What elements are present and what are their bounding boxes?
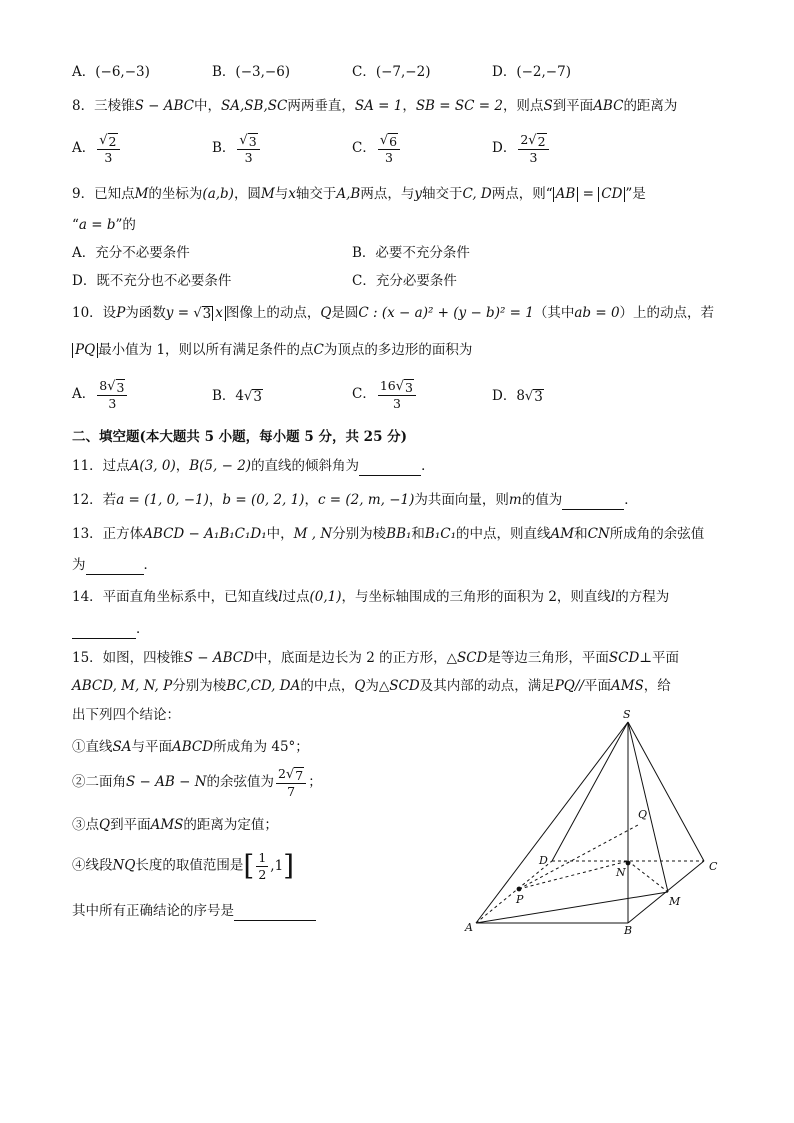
edge-AM <box>476 892 668 923</box>
q13-answer-blank[interactable] <box>86 560 144 575</box>
edge-PQ <box>519 825 638 889</box>
q11-answer-blank[interactable] <box>359 461 421 476</box>
q8-option-a[interactable]: A． √ 2 3 <box>72 132 122 165</box>
section-2-heading: 二、填空题(本大题共 5 小题，每小题 5 分，共 25 分) <box>72 429 408 445</box>
label-M: M <box>669 895 681 908</box>
q14-stem-line2: ． <box>72 619 150 639</box>
label-A: A <box>465 921 473 934</box>
q7-option-c[interactable]: C．(−7,−2) <box>352 64 431 80</box>
q10-option-b[interactable]: B．4 √ 3 <box>212 388 262 405</box>
q11-stem: 11．过点A(3, 0)，B(5, − 2)的直线的倾斜角为 ． <box>72 458 435 474</box>
pyramid-figure <box>460 706 730 942</box>
q13-stem: 13．正方体ABCD − A₁B₁C₁D₁中，M , N分别为棱BB₁和B₁C₁的中点，则直线AM和CN所成角的余弦值 <box>72 526 705 542</box>
q8-option-d[interactable]: D． 2 √ 2 3 <box>492 132 551 165</box>
q9-option-c[interactable]: C．充分必要条件 <box>352 273 457 289</box>
q9-option-a[interactable]: A．充分不必要条件 <box>72 245 190 261</box>
edge-SD <box>552 722 628 861</box>
q15-conclusion-2[interactable]: ②二面角S − AB − N的余弦值为 2 √ 7 7 ； <box>72 766 322 799</box>
q10-stem-line2: PQ 最小值为 1，则以所有满足条件的点C为顶点的多边形的面积为 <box>72 340 472 360</box>
q12-stem: 12．若a = (1, 0, −1)，b = (0, 2, 1)，c = (2, m, −1)为共面向量，则m的值为 ． <box>72 492 638 508</box>
q15-conclusion-1[interactable]: ①直线SA与平面ABCD所成角为 45°； <box>72 739 309 755</box>
q13-stem-line2: 为 ． <box>72 557 157 573</box>
q12-answer-blank[interactable] <box>562 495 624 510</box>
label-B: B <box>624 924 633 937</box>
q15-conclusion-3[interactable]: ③点Q到平面AMS的距离为定值； <box>72 817 278 833</box>
edge-SA <box>476 722 628 923</box>
q15-conclusion-4[interactable]: ④线段NQ长度的取值范围是 [ $\frac{1}{2}$ ,1 ] <box>72 849 295 882</box>
q14-answer-blank[interactable] <box>72 624 136 639</box>
q9-option-d[interactable]: D．既不充分也不必要条件 <box>72 273 232 289</box>
q10-option-a[interactable]: A． 8 √ 3 3 <box>72 378 129 411</box>
q10-option-d[interactable]: D．8 √ 3 <box>492 388 543 405</box>
q10-stem: 10．设P为函数y = √ 3 x 图像上的动点，Q是圆C : (x − a)² + (y − b)² = 1（其中ab = 0）上的动点，若 <box>72 305 715 322</box>
point-N <box>626 861 631 866</box>
q9-stem-line2: “a = b”的 <box>72 217 136 233</box>
q7-option-a[interactable]: A．(−6,−3) <box>72 64 150 80</box>
q10-option-c[interactable]: C． 16 √ 3 3 <box>352 378 418 411</box>
edge-SM <box>628 722 668 892</box>
q9-stem: 9．已知点M的坐标为(a,b)，圆M与x轴交于A,B两点，与y轴交于C, D两点，则“ AB = CD ”是 <box>72 186 646 202</box>
label-D: D <box>539 854 548 867</box>
edge-PN <box>519 861 628 889</box>
q8-option-b[interactable]: B． √ 3 3 <box>212 132 262 165</box>
edge-SC <box>628 722 704 861</box>
q14-stem: 14．平面直角坐标系中，已知直线l过点(0,1)，与坐标轴围成的三角形的面积为 2，则直线l的方程为 <box>72 589 670 605</box>
label-Q: Q <box>638 808 648 821</box>
q15-final-prompt: 其中所有正确结论的序号是 <box>72 901 316 921</box>
q15-stem-line3: 出下列四个结论： <box>72 707 180 723</box>
q15-answer-blank[interactable] <box>234 906 316 921</box>
q9-option-b[interactable]: B．必要不充分条件 <box>352 245 470 261</box>
q7-option-b[interactable]: B．(−3,−6) <box>212 64 291 80</box>
q8-stem: 8．三棱锥S − ABC中，SA,SB,SC两两垂直，SA = 1，SB = SC = 2，则点S到平面ABC的距离为 <box>72 98 678 114</box>
label-S: S <box>623 708 631 721</box>
q15-stem: 15．如图，四棱锥S − ABCD中，底面是边长为 2 的正方形，△SCD是等边三角形，平面SCD⊥平面 <box>72 650 679 666</box>
q8-option-c[interactable]: C． √ 6 3 <box>352 132 402 165</box>
edge-AD <box>476 861 552 923</box>
q15-stem-line2: ABCD, M, N, P分别为棱BC,CD, DA的中点，Q为△SCD及其内部的动点，满足PQ//平面AMS，给 <box>72 678 671 694</box>
q7-option-d[interactable]: D．(−2,−7) <box>492 64 571 80</box>
label-C: C <box>709 860 718 873</box>
point-P <box>517 887 522 892</box>
label-P: P <box>516 893 524 906</box>
label-N: N <box>616 866 626 879</box>
